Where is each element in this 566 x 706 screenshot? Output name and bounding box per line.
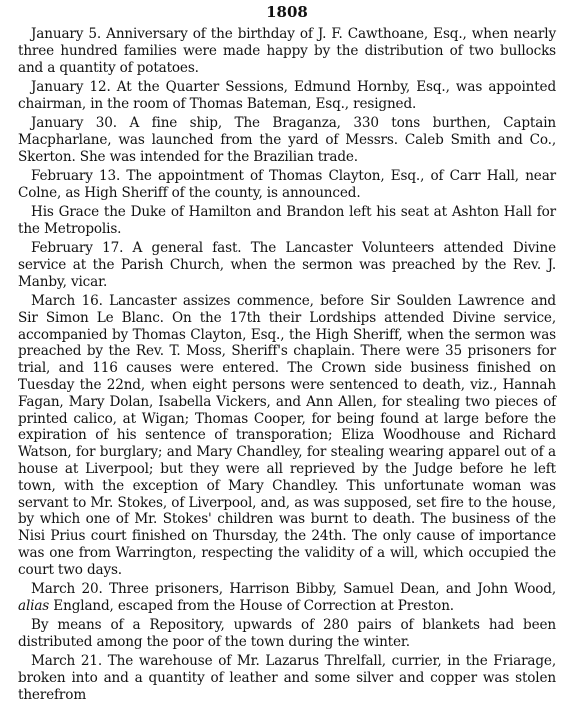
entry-march-21: March 21. The warehouse of Mr. Lazarus Threlfall, currier, in the Friarage, broken into and a quantity of leather and some silver and copper was stolen therefrom xyxy=(18,653,556,703)
entry-january-30: January 30. A fine ship, The Braganza, 330 tons burthen, Captain Macpharlane, was launched from the yard of Messrs. Caleb Smith and Co., Skerton. She was intended for the Brazilian trade. xyxy=(18,114,556,165)
entry-march-20-alias: alias xyxy=(18,597,50,614)
entry-january-5: January 5. Anniversary of the birthday of J. F. Cawthoane, Esq., when nearly three hundred families were made happy by the distribution of two bullocks and a quantity of potatoes. xyxy=(18,26,556,76)
entry-january-12: January 12. At the Quarter Sessions, Edmund Hornby, Esq., was appointed chairman, in the room of Thomas Bateman, Esq., resigned. xyxy=(18,78,556,112)
entry-march-16: March 16. Lancaster assizes commence, before Sir Soulden Lawrence and Sir Simon Le Blanc. On the 17th their Lordships attended Divine service, accompanied by Thomas Clayton, Esq., the High Sheriff, when the sermon was preached by the Rev. T. Moss, Sheriff's chaplain. There were 35 prisoners for trial, and 116 causes were entered. The Crown side business finished on Tuesday the 22nd, when eight persons were sentenced to death, viz., Hannah Fagan, Mary Dolan, Isabella Vickers, and Ann Allen, for stealing two pieces of printed calico, at Wigan; Thomas Cooper, for being found at large before the expiration of his sentence of transporation; Eliza Woodhouse and Richard Watson, for burglary; and Mary Chandley, for stealing wearing apparel out of a house at Liverpool; but they were all reprieved by the Judge before he left town, with the exception of Mary Chandley. This unfortunate woman was servant to Mr. Stokes, of Liverpool, and, as was supposed, set fire to the house, by which one of Mr. Stokes' children was burnt to death. The business of the Nisi Prius court finished on Thursday, the 24th. The only cause of importance was one from Warrington, respecting the validity of a will, which occupied the court two days. xyxy=(18,292,556,578)
entry-march-20-text-before: March 20. Three prisoners, Harrison Bibby, Samuel Dean, and John Wood, xyxy=(31,581,556,597)
entry-march-20 xyxy=(18,581,556,615)
entry-march-20-text-after: England, escaped from the House of Correction at Preston. xyxy=(49,597,454,614)
book-page xyxy=(18,2,556,706)
entry-february-17: February 17. A general fast. The Lancaster Volunteers attended Divine service at the Parish Church, when the sermon was preached by the Rev. J. Manby, vicar. xyxy=(18,240,556,290)
entry-duke-of-hamilton: His Grace the Duke of Hamilton and Brandon left his seat at Ashton Hall for the Metropolis. xyxy=(18,203,556,237)
entry-repository-blankets: By means of a Repository, upwards of 280 pairs of blankets had been distributed among the poor of the town during the winter. xyxy=(18,617,556,650)
page-year-heading: 1808 xyxy=(266,3,308,21)
entry-february-13: February 13. The appointment of Thomas Clayton, Esq., of Carr Hall, near Colne, as High Sheriff of the county, is announced. xyxy=(18,167,556,201)
